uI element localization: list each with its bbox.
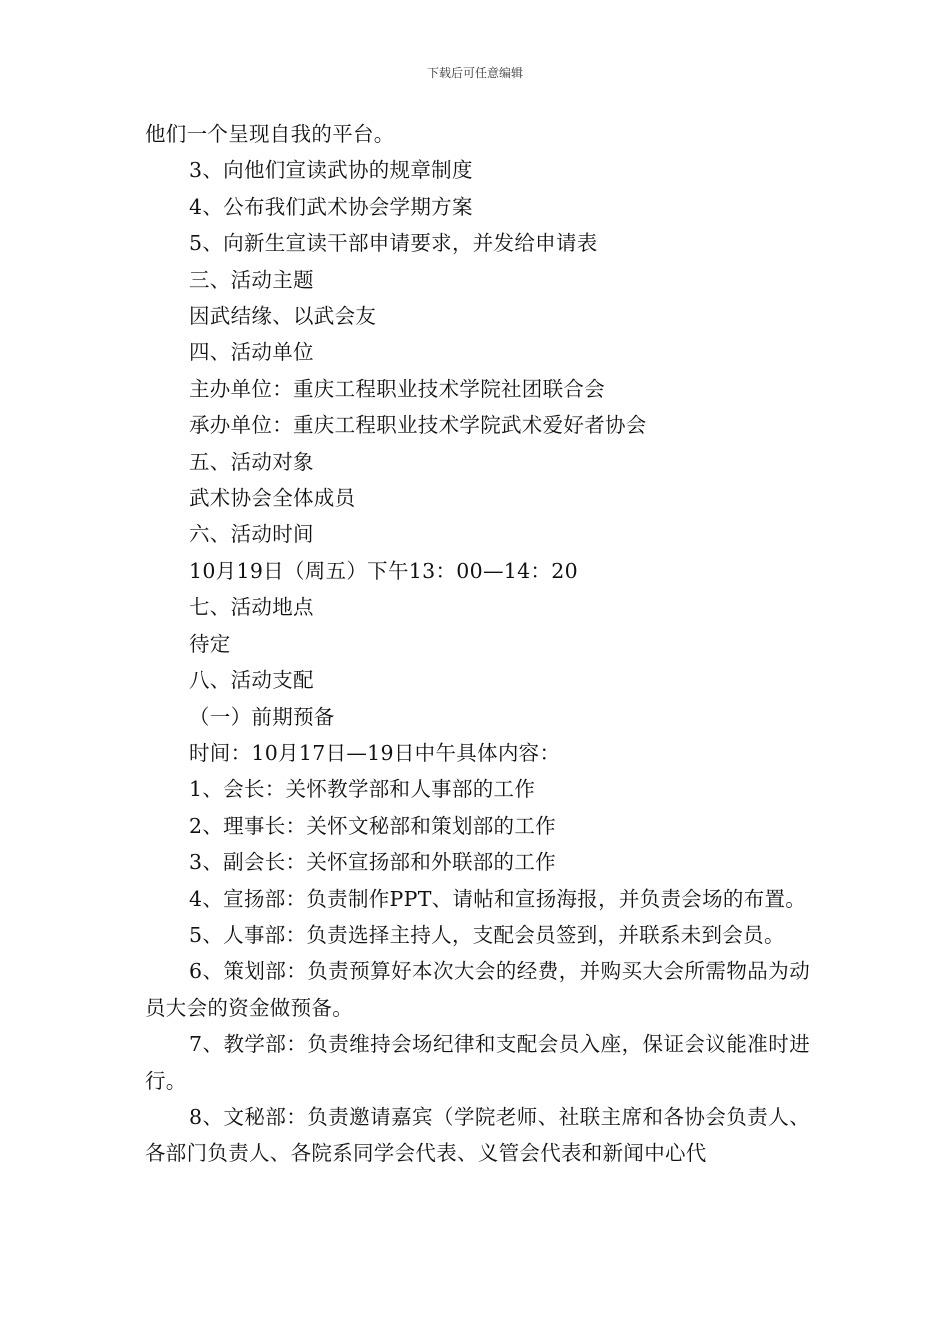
- section-heading: 六、活动时间: [189, 522, 314, 547]
- paragraph: 主办单位：重庆工程职业技术学院社团联合会: [189, 376, 605, 401]
- paragraph: 他们一个呈现自我的平台。: [145, 122, 395, 146]
- paragraph: 3、向他们宣读武协的规章制度: [189, 158, 473, 183]
- list-item: 1、会长：关怀教学部和人事部的工作: [189, 777, 536, 802]
- paragraph: 4、公布我们武术协会学期方案: [189, 194, 473, 219]
- subsection-heading: （一）前期预备: [189, 704, 335, 729]
- paragraph: 承办单位：重庆工程职业技术学院武术爱好者协会: [189, 413, 647, 438]
- list-item: 8、文秘部：负责邀请嘉宾（学院老师、社联主席和各协会负责人、各部门负责人、各院系同学会代表、义管会代表和新闻中心代: [145, 1104, 810, 1166]
- list-item: 5、人事部：负责选择主持人，支配会员签到，并联系未到会员。: [189, 922, 785, 947]
- paragraph: 5、向新生宣读干部申请要求，并发给申请表: [189, 231, 598, 256]
- paragraph: 待定: [189, 631, 231, 656]
- paragraph: 时间：10月17日—19日中午具体内容：: [189, 740, 561, 765]
- section-heading: 三、活动主题: [189, 267, 314, 292]
- section-heading: 七、活动地点: [189, 595, 314, 620]
- list-item: 7、教学部：负责维持会场纪律和支配会员入座，保证会议能准时进行。: [145, 1032, 810, 1093]
- section-heading: 四、活动单位: [189, 340, 314, 365]
- paragraph: 武术协会全体成员: [189, 486, 356, 511]
- section-heading: 五、活动对象: [189, 449, 314, 474]
- list-item: 2、理事长：关怀文秘部和策划部的工作: [189, 813, 556, 838]
- document-body: [145, 116, 810, 1172]
- paragraph: 因武结缘、以武会友: [189, 304, 377, 329]
- list-item: 3、副会长：关怀宣扬部和外联部的工作: [189, 850, 556, 875]
- list-item: 6、策划部：负责预算好本次大会的经费，并购买大会所需物品为动员大会的资金做预备。: [145, 959, 810, 1020]
- paragraph: 10月19日（周五）下午13：00—14：20: [189, 558, 578, 583]
- section-heading: 八、活动支配: [189, 668, 314, 693]
- list-item: 4、宣扬部：负责制作PPT、请帖和宣扬海报，并负责会场的布置。: [189, 886, 807, 911]
- page-header: 下载后可任意编辑: [426, 66, 523, 80]
